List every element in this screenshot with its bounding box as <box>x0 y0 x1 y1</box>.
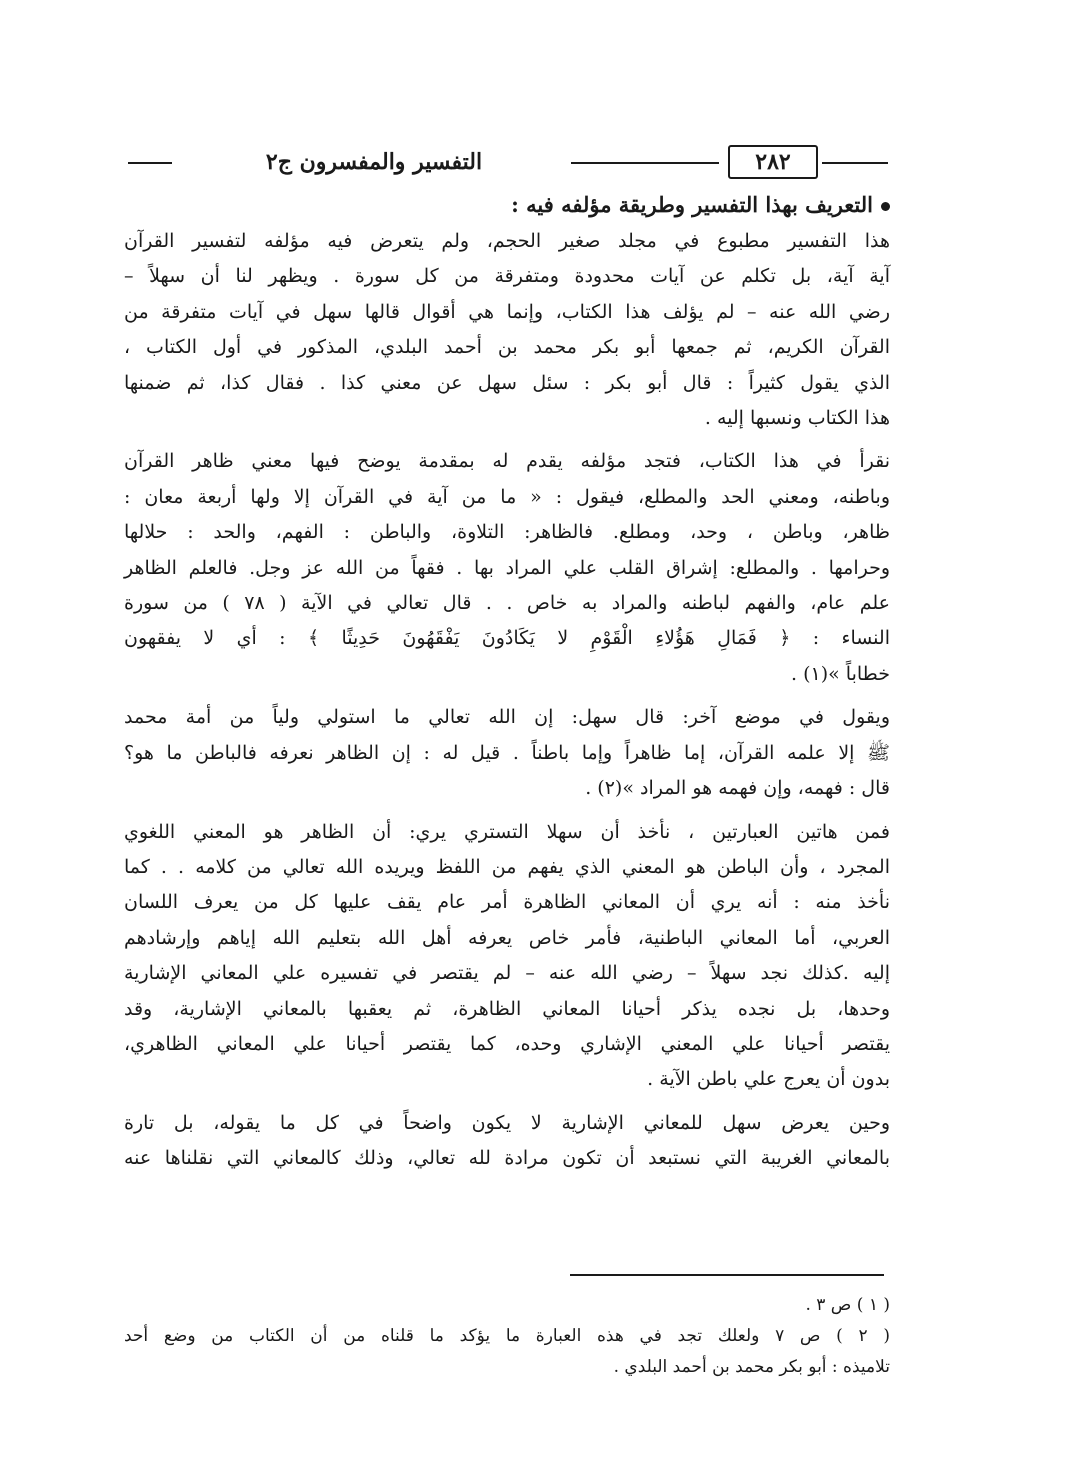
footnote <box>124 1321 890 1383</box>
text-line: آية آية، بل تكلم عن آيات محدودة ومتفرقة من كل سورة . ويظهر لنا أن سهلاً – <box>124 265 890 288</box>
text-line: يقتصر أحيانا علي المعني الإشاري وحده، كما يقتصر أحيانا علي المعاني الظاهري، <box>124 1032 890 1055</box>
text-line: وحين يعرض سهل للمعاني الإشارية لا يكون واضحاً في كل ما يقوله، بل تارة <box>124 1111 890 1134</box>
text-line: ظاهر، وباطن ، وحد، ومطلع. فالظاهر: التلاوة، والباطن : الفهم، والحد : حلالها <box>124 521 890 544</box>
page-header <box>128 145 888 179</box>
section-heading <box>124 186 890 224</box>
text-line: وحرامها . والمطلع: إشراق القلب علي المراد بها . فقهاً من الله عز وجل. فالعلم الظاهر <box>124 556 890 579</box>
text-line: ﷺ إلا علمه القرآن، إما ظاهراً وإما باطناً . قيل له : إن الظاهر نعرفه فالباطن ما هو؟ <box>124 741 890 764</box>
text-line: نقرأ في هذا الكتاب، فتجد مؤلفه يقدم له بمقدمة يوضح فيها معني ظاهر القرآن <box>124 450 890 473</box>
text-line: القرآن الكريم، ثم جمعها أبو بكر محمد بن أحمد البلدي، المذكور في أول الكتاب ، <box>124 336 890 359</box>
text-line: قال : فهمه، وإن فهمه هو المراد »(٢) . <box>585 777 890 800</box>
paragraph <box>124 815 890 1098</box>
text-line: هذا التفسير مطبوع في مجلد صغير الحجم، ولم يتعرض فيه مؤلفه لتفسير القرآن <box>124 230 890 252</box>
text-line: نأخذ منه : أنه يري أن المعاني الظاهرة أمر عام يقف عليها كل من يعرف اللسان <box>124 891 890 914</box>
text-line: إليه .كذلك نجد سهلاً – رضي الله عنه – لم يقتصر في تفسيره علي المعاني الإشارية <box>124 962 890 985</box>
running-title: التفسير والمفسرون ج٢ <box>265 149 483 175</box>
text-line: الذي يقول كثيراً : قال أبو بكر : سئل سهل عن معني كذا . فقال كذا، ثم ضمنها <box>124 371 890 394</box>
text-line: المجرد ، وأن الباطن هو المعني الذي يفهم من اللفظ ويريده الله تعالي من كلامه . . كما <box>124 855 890 878</box>
text-line: علم عام، والفهم لباطنه والمراد به خاص . . قال تعالي في الآية ( ٧٨ ) من سورة <box>124 592 890 615</box>
paragraph <box>124 700 890 806</box>
footnote <box>124 1290 890 1321</box>
footnotes <box>124 1290 890 1383</box>
section-heading-text: التعريف بهذا التفسير وطريقة مؤلفه فيه : <box>511 192 873 217</box>
header-rule <box>822 162 888 164</box>
footnote-separator <box>570 1274 884 1276</box>
bullet-icon <box>881 202 890 211</box>
footnote-line: ( ٢ ) ص ٧ ولعلك تجد في هذه العبارة ما يؤكد ما قلناه من أن الكتاب من وضع أحد <box>124 1326 890 1346</box>
footnote-line: تلاميذه : أبو بكر محمد بن أحمد البلدي . <box>613 1357 890 1377</box>
page-body <box>124 186 890 1185</box>
text-line: هذا الكتاب ونسبها إليه . <box>704 407 890 430</box>
header-rule <box>571 162 719 164</box>
footnote-line: ( ١ ) ص ٣ . <box>805 1295 890 1315</box>
text-line: ويقول في موضع آخر: قال سهل: إن الله تعالي ما استولي ولياً من أمة محمد <box>124 706 890 729</box>
paragraph <box>124 224 890 436</box>
header-rule <box>128 162 172 164</box>
page-number: ٢٨٢ <box>728 145 818 179</box>
text-line: فمن هاتين العبارتين ، نأخذ أن سهلا التستري يري: أن الظاهر هو المعني اللغوي <box>124 820 890 843</box>
text-line: وباطنه، ومعني الحد والمطلع، فيقول : « ما من آية في القرآن إلا ولها أربعة معان : <box>124 485 890 508</box>
text-line: بدون أن يعرج علي باطن الآية . <box>647 1068 890 1091</box>
text-line: رضي الله عنه – لم يؤلف هذا الكتاب، وإنما هي أقوال قالها سهل في آيات متفرقة من <box>124 300 890 323</box>
text-line: بالمعاني الغريبة التي نستبعد أن تكون مرادة لله تعالي، وذلك كالمعاني التي نقلناها عنه <box>124 1147 890 1170</box>
paragraph <box>124 1106 890 1177</box>
text-line: العربي، أما المعاني الباطنية، فأمر خاص يعرفه أهل الله بتعليم الله إياهم وإرشادهم <box>124 926 890 949</box>
quran-verse-line: النساء : ﴿ فَمَالِ هَؤُلاءِ الْقَوْمِ لا يَكَادُونَ يَفْقَهُونَ حَدِيثًا ﴾ : أي لا يفقهون <box>124 627 890 650</box>
text-line: وحدها، بل نجده يذكر أحيانا المعاني الظاهرة، ثم يعقبها بالمعاني الإشارية، وقد <box>124 997 890 1020</box>
paragraph <box>124 444 890 692</box>
text-line: خطاباً »(١) . <box>791 662 890 685</box>
